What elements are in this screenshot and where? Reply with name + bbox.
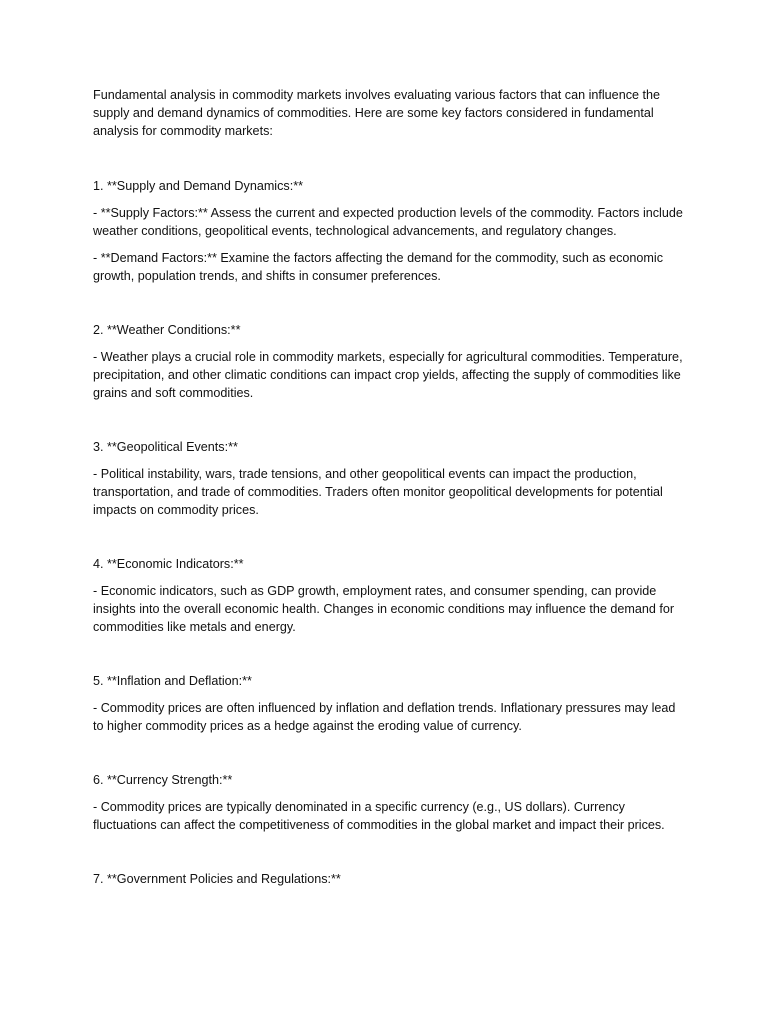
- section-paragraph: - Commodity prices are often influenced by inflation and deflation trends. Inflationary pressures may lead to higher commodity prices as a hedge against the eroding value of currency.: [93, 701, 676, 733]
- section-heading: 7. **Government Policies and Regulations:**: [93, 872, 341, 886]
- section-supply-demand: [93, 177, 683, 285]
- section-heading: 3. **Geopolitical Events:**: [93, 440, 238, 454]
- section-paragraph: - Economic indicators, such as GDP growth, employment rates, and consumer spending, can provide insights into the overall economic health. Changes in economic conditions may influence the demand for commodities like metals and energy.: [93, 584, 675, 634]
- section-paragraph: - Weather plays a crucial role in commodity markets, especially for agricultural commodities. Temperature, precipitation, and other climatic conditions can impact crop yields, affecting the supply of commodities like grains and soft commodities.: [93, 350, 683, 400]
- section-weather: [93, 321, 683, 402]
- section-heading: 2. **Weather Conditions:**: [93, 323, 241, 337]
- section-heading: 6. **Currency Strength:**: [93, 773, 233, 787]
- section-geopolitical: [93, 438, 683, 519]
- section-heading: 1. **Supply and Demand Dynamics:**: [93, 179, 304, 193]
- section-paragraph: - **Supply Factors:** Assess the current and expected production levels of the commodity. Factors include weather conditions, geopolitical events, technological advancements, and regulatory changes.: [93, 206, 683, 238]
- section-paragraph: - Commodity prices are typically denominated in a specific currency (e.g., US dollars). Currency fluctuations can affect the competitiveness of commodities in the global market and impact their prices.: [93, 800, 665, 832]
- section-currency: [93, 771, 683, 834]
- section-paragraph: - Political instability, wars, trade tensions, and other geopolitical events can impact the production, transportation, and trade of commodities. Traders often monitor geopolitical developments for potential impacts on commodity prices.: [93, 467, 663, 517]
- section-government: [93, 870, 683, 888]
- section-heading: 5. **Inflation and Deflation:**: [93, 674, 252, 688]
- section-inflation: [93, 672, 683, 735]
- section-economic-indicators: [93, 555, 683, 636]
- document-body: [93, 86, 683, 897]
- section-heading: 4. **Economic Indicators:**: [93, 557, 244, 571]
- intro-paragraph: Fundamental analysis in commodity markets involves evaluating various factors that can influence the supply and demand dynamics of commodities. Here are some key factors considered in fundamental analysis for commodity markets:: [93, 88, 661, 138]
- section-paragraph: - **Demand Factors:** Examine the factors affecting the demand for the commodity, such as economic growth, population trends, and shifts in consumer preferences.: [93, 251, 664, 283]
